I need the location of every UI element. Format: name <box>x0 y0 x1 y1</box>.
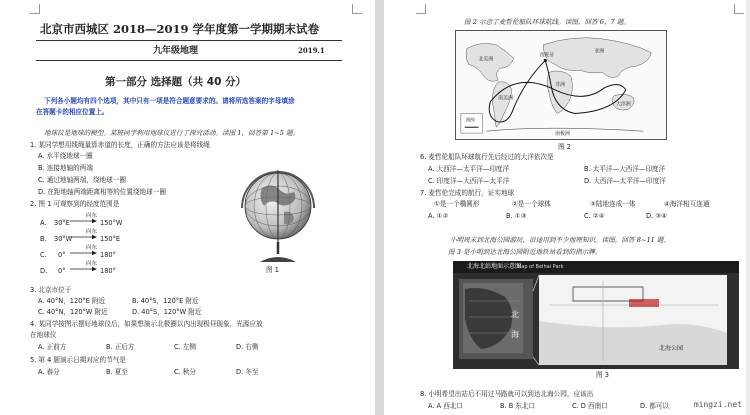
question-3: 3. 北京市位于 <box>30 286 72 294</box>
q2-option-d-from: 0° <box>58 267 66 275</box>
q2-option-a-from: 30°E <box>54 219 70 227</box>
aerial-label-north: 北 <box>511 310 519 319</box>
crop-mark-top-left-right-page <box>416 4 426 14</box>
q2-option-b-arrow-label: 向东 <box>86 229 98 235</box>
aerial-label-park: 北海公园 <box>659 345 684 352</box>
svg-text:非洲: 非洲 <box>555 81 565 88</box>
question-8: 8. 小明希望出站后不用过马路就可以到达北海公园，应该出 <box>420 390 594 398</box>
q2-option-b-from: 30°W <box>54 235 73 243</box>
q2-option-c-arrow-label: 向东 <box>86 245 98 251</box>
q4-option-d: D. 右侧 <box>236 343 259 351</box>
exam-date: 2019.1 <box>298 46 325 55</box>
q2-option-d-arrow-label: 向东 <box>86 261 98 267</box>
q3-option-a: A. 40°N，120°E 附近 <box>38 297 106 305</box>
svg-text:大洋洲: 大洋洲 <box>615 101 631 108</box>
figure-3-caption: 图 3 <box>596 371 609 379</box>
exam-header: 北京市西城区 2018—2019 学年度第一学期期末试卷 <box>40 22 320 36</box>
globe-illustration <box>232 162 324 266</box>
page-gutter <box>375 0 384 415</box>
q2-option-b-arrow-icon <box>70 234 98 240</box>
q4-option-b: B. 正后方 <box>106 343 135 351</box>
question-2: 2. 图 1 可观察到的经度范围是 <box>30 200 120 208</box>
svg-text:图例: 图例 <box>465 118 475 124</box>
q8-option-a: A. A 西北口 <box>428 402 463 410</box>
q7-option-c: C. ②④ <box>584 212 605 220</box>
figure-2-caption: 图 2 <box>558 143 571 151</box>
q6-option-b: B. 太平洋—大西洋—印度洋 <box>584 165 666 173</box>
q2-option-b-letter: B. <box>40 235 47 243</box>
q3-option-b: B. 40°S，120°E 附近 <box>132 297 199 305</box>
q4-option-a: A. 正前方 <box>38 343 67 351</box>
q5-option-d: D. 冬至 <box>236 368 259 376</box>
q8-option-d: D. 都可以 <box>640 402 670 410</box>
q7-option-d: D. ③④ <box>646 212 668 220</box>
svg-text:亚洲: 亚洲 <box>594 48 605 55</box>
aerial-photo <box>453 261 739 369</box>
svg-text:西班牙: 西班牙 <box>539 52 555 59</box>
question-1: 1. 某同学想用线绳量算赤道的长度，正确的方法应该是将线绳 <box>30 141 210 149</box>
q2-option-d-letter: D. <box>40 267 48 275</box>
q1-option-b: B. 连接地轴的两端 <box>38 164 93 172</box>
q5-option-a: A. 春分 <box>38 368 60 376</box>
q4-option-c: C. 左侧 <box>174 343 196 351</box>
grade-rule <box>36 60 342 61</box>
sign-subtitle: Map of Beihai Park <box>517 264 564 270</box>
q2-option-a-letter: A. <box>40 219 47 227</box>
q2-option-b-to: 150°E <box>100 235 121 243</box>
header-rule <box>36 40 342 41</box>
q3-option-d: D. 40°S，120°W 附近 <box>132 308 202 316</box>
instructions-line-1: 下列各小题均有四个选项，其中只有一项是符合题意要求的。请将所选答案的字母填涂 <box>44 97 295 105</box>
passage-intro-2-line-1: 小明周末到北海公园游玩，沿途用到不少地理知识。读图，回答 8~11 题。 <box>450 236 671 244</box>
q5-option-b: B. 夏至 <box>106 368 128 376</box>
q1-option-d: D. 在距地轴两端距离相等的位置绕地球一圈 <box>38 188 166 196</box>
crop-mark-top-right <box>352 4 362 14</box>
q2-option-a-arrow-icon <box>70 218 98 224</box>
watermark: mingzi.net <box>693 400 742 409</box>
aerial-photo-drawing <box>453 261 739 369</box>
question-4-line-2: 在地球仪 <box>30 331 57 339</box>
sign-title: 北海北站地面示意图 <box>467 263 522 270</box>
q6-option-c: C. 印度洋—大西洋—太平洋 <box>428 177 510 185</box>
q8-option-b: B. B 东北口 <box>500 402 536 410</box>
q7-option-b: B. ①③ <box>506 212 527 220</box>
q7-statement-4: ④海洋相互连通 <box>664 200 710 208</box>
passage-intro-2-line-2: 图 3 是小明到达北海公园附近地铁站看到的指示牌。 <box>448 248 602 256</box>
question-6: 6. 麦哲伦船队环球航行先后经过的大洋依次是 <box>420 153 554 161</box>
grade-label: 九年级地理 <box>153 46 199 56</box>
q6-option-d: D. 大西洋—太平洋—印度洋 <box>584 177 666 185</box>
q3-option-c: C. 40°N，120°W 附近 <box>38 308 108 316</box>
q7-statement-3: ③陆地连成一体 <box>590 200 636 208</box>
vertical-scrollbar[interactable] <box>746 0 750 415</box>
instructions-line-2: 在答题卡的相应位置上。 <box>36 108 109 116</box>
q2-option-d-arrow-icon <box>70 266 98 272</box>
svg-text:南美洲: 南美洲 <box>498 95 513 102</box>
q2-option-d-to: 180° <box>100 267 116 275</box>
figure-1-caption: 图 1 <box>266 266 279 274</box>
q7-statement-2: ②是一个球体 <box>512 200 551 208</box>
q7-statement-1: ①是一个椭圆形 <box>434 200 480 208</box>
q1-option-a: A. 水平绕地球一圈 <box>38 152 93 160</box>
world-route-map <box>455 30 667 140</box>
q2-option-a-to: 150°W <box>100 219 123 227</box>
section-title: 第一部分 选择题（共 40 分） <box>105 76 247 88</box>
right-page <box>384 0 750 415</box>
q7-option-a: A. ①② <box>428 212 449 220</box>
q2-option-c-arrow-icon <box>70 250 98 256</box>
crop-mark-top-left <box>30 4 40 14</box>
question-4-line-1: 4. 某同学按图示摆好地球仪后，如果想演示北极圈以内出现极昼现象，光源应放 <box>30 320 263 328</box>
fig2-intro: 图 2 示意了麦哲伦船队环球航线。读图，回答 6、7 题。 <box>464 18 631 26</box>
q2-option-c-to: 180° <box>100 251 116 259</box>
q6-option-a: A. 大西洋—太平洋—印度洋 <box>428 165 510 173</box>
q8-option-c: C. D 西南口 <box>572 402 608 410</box>
crop-mark-top-right-right-page <box>734 4 744 14</box>
question-7: 7. 麦哲伦完成的航行，证实地球 <box>420 189 515 197</box>
q5-option-c: C. 秋分 <box>174 368 196 376</box>
q2-option-c-letter: C. <box>40 251 47 259</box>
q2-option-c-from: 0° <box>58 251 66 259</box>
question-5: 5. 第 4 题演示日期对应的节气是 <box>30 356 126 364</box>
aerial-label-sea: 海 <box>511 330 519 339</box>
q1-option-c: C. 通过地轴两端，绕地球一圈 <box>38 176 126 184</box>
svg-text:北美洲: 北美洲 <box>478 56 494 63</box>
svg-text:南极洲: 南极洲 <box>555 131 570 138</box>
q2-option-a-arrow-label: 向东 <box>86 213 98 219</box>
passage-intro: 地球仪是地球的模型。某班同学利用地球仪进行了探究活动。读图 1，回答第 1~5 题。 <box>44 129 300 137</box>
